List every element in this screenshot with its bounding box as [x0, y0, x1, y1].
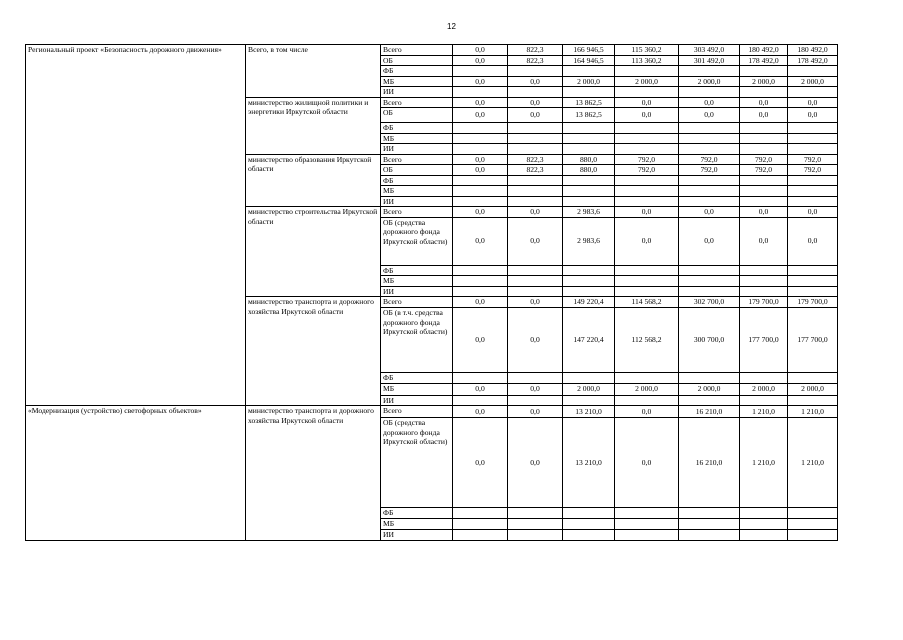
value-cell: 115 360,2 [615, 45, 679, 56]
value-cell [508, 530, 563, 541]
value-cell [740, 175, 788, 186]
value-cell: 0,0 [453, 108, 508, 123]
value-cell: 792,0 [740, 165, 788, 176]
value-cell [453, 373, 508, 384]
value-cell: 0,0 [508, 383, 563, 395]
value-cell [740, 373, 788, 384]
value-cell [788, 133, 838, 144]
value-cell [508, 286, 563, 297]
value-cell: 822,3 [508, 55, 563, 66]
value-cell [563, 286, 615, 297]
value-cell [615, 373, 679, 384]
funding-source-label: МБ [381, 383, 453, 395]
value-cell [453, 66, 508, 77]
value-cell: 13 210,0 [563, 418, 615, 508]
funding-source-label: Всего [381, 406, 453, 418]
value-cell: 0,0 [615, 406, 679, 418]
value-cell: 303 492,0 [679, 45, 740, 56]
value-cell [563, 175, 615, 186]
value-cell: 0,0 [453, 308, 508, 373]
value-cell: 0,0 [453, 154, 508, 165]
value-cell [615, 186, 679, 197]
value-cell [563, 87, 615, 98]
value-cell: 822,3 [508, 154, 563, 165]
value-cell: 112 568,2 [615, 308, 679, 373]
value-cell: 302 700,0 [679, 297, 740, 308]
value-cell [679, 373, 740, 384]
value-cell: 178 492,0 [788, 55, 838, 66]
value-cell [563, 186, 615, 197]
value-cell [679, 87, 740, 98]
value-cell [740, 276, 788, 287]
value-cell [453, 123, 508, 134]
value-cell: 0,0 [508, 76, 563, 87]
value-cell [740, 395, 788, 406]
value-cell: 177 700,0 [788, 308, 838, 373]
value-cell: 147 220,4 [563, 308, 615, 373]
value-cell: 180 492,0 [788, 45, 838, 56]
value-cell: 2 000,0 [679, 76, 740, 87]
funding-source-label: ФБ [381, 508, 453, 519]
value-cell [453, 276, 508, 287]
value-cell [615, 66, 679, 77]
value-cell [615, 508, 679, 519]
funding-table [25, 44, 838, 541]
value-cell [453, 196, 508, 207]
value-cell [679, 196, 740, 207]
value-cell [679, 66, 740, 77]
executor-name: министерство транспорта и дорожного хозяйства Иркутской области [246, 297, 381, 406]
funding-source-label: ОБ [381, 108, 453, 123]
executor-name: министерство образования Иркутской области [246, 154, 381, 207]
value-cell [740, 530, 788, 541]
value-cell: 0,0 [740, 108, 788, 123]
value-cell [615, 87, 679, 98]
value-cell [740, 196, 788, 207]
value-cell [508, 508, 563, 519]
value-cell [563, 508, 615, 519]
value-cell [508, 123, 563, 134]
value-cell: 822,3 [508, 165, 563, 176]
value-cell [788, 395, 838, 406]
executor-name: министерство строительства Иркутской области [246, 207, 381, 297]
value-cell [453, 186, 508, 197]
value-cell [740, 144, 788, 155]
value-cell [740, 186, 788, 197]
value-cell: 822,3 [508, 45, 563, 56]
value-cell [740, 133, 788, 144]
value-cell: 179 700,0 [788, 297, 838, 308]
value-cell [788, 66, 838, 77]
value-cell: 792,0 [615, 165, 679, 176]
funding-source-label: ФБ [381, 373, 453, 384]
funding-source-label: Всего [381, 45, 453, 56]
value-cell [563, 144, 615, 155]
value-cell: 2 983,6 [563, 217, 615, 265]
funding-source-label: МБ [381, 519, 453, 530]
value-cell [788, 508, 838, 519]
value-cell: 0,0 [453, 406, 508, 418]
value-cell [508, 186, 563, 197]
value-cell: 1 210,0 [788, 418, 838, 508]
value-cell: 0,0 [788, 97, 838, 108]
value-cell: 179 700,0 [740, 297, 788, 308]
value-cell [453, 286, 508, 297]
value-cell [563, 530, 615, 541]
value-cell [788, 286, 838, 297]
value-cell [508, 87, 563, 98]
value-cell: 114 568,2 [615, 297, 679, 308]
value-cell: 0,0 [453, 383, 508, 395]
value-cell: 0,0 [508, 418, 563, 508]
value-cell: 2 000,0 [740, 383, 788, 395]
value-cell: 792,0 [679, 154, 740, 165]
value-cell: 0,0 [788, 217, 838, 265]
value-cell: 180 492,0 [740, 45, 788, 56]
value-cell: 0,0 [453, 55, 508, 66]
funding-source-label: ИИ [381, 87, 453, 98]
value-cell [508, 276, 563, 287]
value-cell: 178 492,0 [740, 55, 788, 66]
value-cell: 0,0 [508, 308, 563, 373]
funding-source-label: ИИ [381, 286, 453, 297]
executor-name: министерство жилищной политики и энергетики Иркутской области [246, 97, 381, 154]
funding-source-label: Всего [381, 207, 453, 218]
value-cell: 2 000,0 [615, 383, 679, 395]
funding-source-label: ОБ [381, 165, 453, 176]
value-cell [615, 519, 679, 530]
value-cell [788, 276, 838, 287]
value-cell: 0,0 [508, 97, 563, 108]
value-cell [508, 196, 563, 207]
value-cell: 0,0 [453, 418, 508, 508]
value-cell: 2 000,0 [788, 383, 838, 395]
value-cell: 792,0 [788, 154, 838, 165]
value-cell: 880,0 [563, 154, 615, 165]
value-cell: 0,0 [615, 207, 679, 218]
value-cell: 16 210,0 [679, 406, 740, 418]
value-cell [788, 519, 838, 530]
value-cell: 2 983,6 [563, 207, 615, 218]
value-cell [788, 144, 838, 155]
value-cell [615, 395, 679, 406]
value-cell [788, 175, 838, 186]
value-cell [740, 265, 788, 276]
value-cell [508, 265, 563, 276]
value-cell: 166 946,5 [563, 45, 615, 56]
value-cell: 13 862,5 [563, 97, 615, 108]
value-cell [679, 530, 740, 541]
funding-source-label: МБ [381, 276, 453, 287]
value-cell [453, 395, 508, 406]
value-cell [788, 123, 838, 134]
value-cell: 0,0 [453, 97, 508, 108]
value-cell [615, 265, 679, 276]
value-cell [508, 175, 563, 186]
value-cell [788, 265, 838, 276]
value-cell [453, 87, 508, 98]
funding-source-label: Всего [381, 297, 453, 308]
value-cell [563, 66, 615, 77]
value-cell [453, 144, 508, 155]
value-cell: 0,0 [740, 97, 788, 108]
value-cell: 0,0 [508, 217, 563, 265]
value-cell: 792,0 [740, 154, 788, 165]
value-cell: 0,0 [453, 297, 508, 308]
value-cell [679, 265, 740, 276]
value-cell [740, 519, 788, 530]
funding-source-label: МБ [381, 186, 453, 197]
funding-source-label: ОБ (средства дорожного фонда Иркутской области) [381, 418, 453, 508]
value-cell: 0,0 [453, 45, 508, 56]
value-cell: 0,0 [615, 418, 679, 508]
funding-source-label: ФБ [381, 265, 453, 276]
value-cell: 13 210,0 [563, 406, 615, 418]
value-cell: 13 862,5 [563, 108, 615, 123]
value-cell: 0,0 [788, 108, 838, 123]
funding-source-label: Всего [381, 97, 453, 108]
value-cell [563, 519, 615, 530]
value-cell: 164 946,5 [563, 55, 615, 66]
value-cell: 0,0 [788, 207, 838, 218]
value-cell: 0,0 [679, 217, 740, 265]
value-cell: 0,0 [453, 165, 508, 176]
value-cell: 149 220,4 [563, 297, 615, 308]
value-cell [740, 66, 788, 77]
value-cell [508, 373, 563, 384]
value-cell [615, 286, 679, 297]
value-cell [788, 373, 838, 384]
page-number: 12 [447, 22, 456, 31]
value-cell: 300 700,0 [679, 308, 740, 373]
funding-source-label: Всего [381, 154, 453, 165]
executor-name: министерство транспорта и дорожного хозяйства Иркутской области [246, 406, 381, 541]
value-cell [740, 87, 788, 98]
value-cell: 792,0 [615, 154, 679, 165]
value-cell: 0,0 [740, 207, 788, 218]
executor-name: Всего, в том числе [246, 45, 381, 98]
value-cell [679, 133, 740, 144]
value-cell: 113 360,2 [615, 55, 679, 66]
value-cell: 2 000,0 [788, 76, 838, 87]
value-cell [453, 530, 508, 541]
value-cell [679, 519, 740, 530]
value-cell [679, 286, 740, 297]
value-cell [615, 123, 679, 134]
funding-source-label: ИИ [381, 530, 453, 541]
value-cell [508, 133, 563, 144]
value-cell [563, 133, 615, 144]
funding-source-label: ФБ [381, 175, 453, 186]
value-cell: 0,0 [615, 217, 679, 265]
value-cell [679, 175, 740, 186]
funding-source-label: ОБ (в т.ч. средства дорожного фонда Иркутской области) [381, 308, 453, 373]
value-cell [615, 276, 679, 287]
funding-source-label: ФБ [381, 66, 453, 77]
value-cell [563, 276, 615, 287]
funding-source-label: МБ [381, 76, 453, 87]
value-cell [679, 508, 740, 519]
value-cell [740, 123, 788, 134]
value-cell [563, 196, 615, 207]
value-cell [563, 373, 615, 384]
value-cell: 0,0 [740, 217, 788, 265]
value-cell [788, 87, 838, 98]
value-cell [508, 395, 563, 406]
value-cell: 0,0 [679, 97, 740, 108]
table-row [26, 45, 838, 56]
value-cell [615, 196, 679, 207]
value-cell [679, 276, 740, 287]
funding-source-label: ИИ [381, 144, 453, 155]
value-cell: 0,0 [508, 406, 563, 418]
value-cell [615, 530, 679, 541]
funding-source-label: ИИ [381, 196, 453, 207]
value-cell [563, 395, 615, 406]
value-cell [563, 265, 615, 276]
value-cell [788, 186, 838, 197]
value-cell [679, 144, 740, 155]
value-cell: 1 210,0 [788, 406, 838, 418]
value-cell: 2 000,0 [615, 76, 679, 87]
value-cell [453, 508, 508, 519]
funding-source-label: ФБ [381, 123, 453, 134]
value-cell [788, 530, 838, 541]
value-cell [740, 508, 788, 519]
value-cell [679, 186, 740, 197]
value-cell [453, 265, 508, 276]
funding-source-label: ОБ [381, 55, 453, 66]
value-cell: 792,0 [679, 165, 740, 176]
funding-source-label: ОБ (средства дорожного фонда Иркутской области) [381, 217, 453, 265]
value-cell: 0,0 [679, 207, 740, 218]
value-cell: 0,0 [508, 108, 563, 123]
value-cell [453, 519, 508, 530]
value-cell: 0,0 [508, 297, 563, 308]
value-cell [740, 286, 788, 297]
value-cell [615, 133, 679, 144]
value-cell: 2 000,0 [563, 383, 615, 395]
value-cell: 2 000,0 [563, 76, 615, 87]
value-cell: 0,0 [453, 207, 508, 218]
funding-source-label: ИИ [381, 395, 453, 406]
value-cell: 177 700,0 [740, 308, 788, 373]
value-cell [563, 123, 615, 134]
value-cell: 2 000,0 [740, 76, 788, 87]
value-cell: 1 210,0 [740, 418, 788, 508]
value-cell: 301 492,0 [679, 55, 740, 66]
value-cell [679, 123, 740, 134]
table-row [26, 406, 838, 418]
project-name: Региональный проект «Безопасность дорожного движения» [26, 45, 246, 406]
value-cell [615, 144, 679, 155]
value-cell [615, 175, 679, 186]
value-cell: 0,0 [615, 97, 679, 108]
funding-source-label: МБ [381, 133, 453, 144]
value-cell: 0,0 [453, 76, 508, 87]
value-cell [679, 395, 740, 406]
value-cell: 0,0 [453, 217, 508, 265]
value-cell [453, 133, 508, 144]
value-cell [508, 66, 563, 77]
value-cell: 0,0 [679, 108, 740, 123]
value-cell [788, 196, 838, 207]
value-cell: 2 000,0 [679, 383, 740, 395]
value-cell: 792,0 [788, 165, 838, 176]
value-cell [453, 175, 508, 186]
project-name: «Модернизация (устройство) светофорных объектов» [26, 406, 246, 541]
value-cell [508, 519, 563, 530]
value-cell: 16 210,0 [679, 418, 740, 508]
value-cell: 0,0 [615, 108, 679, 123]
value-cell: 0,0 [508, 207, 563, 218]
value-cell: 1 210,0 [740, 406, 788, 418]
value-cell: 880,0 [563, 165, 615, 176]
value-cell [508, 144, 563, 155]
